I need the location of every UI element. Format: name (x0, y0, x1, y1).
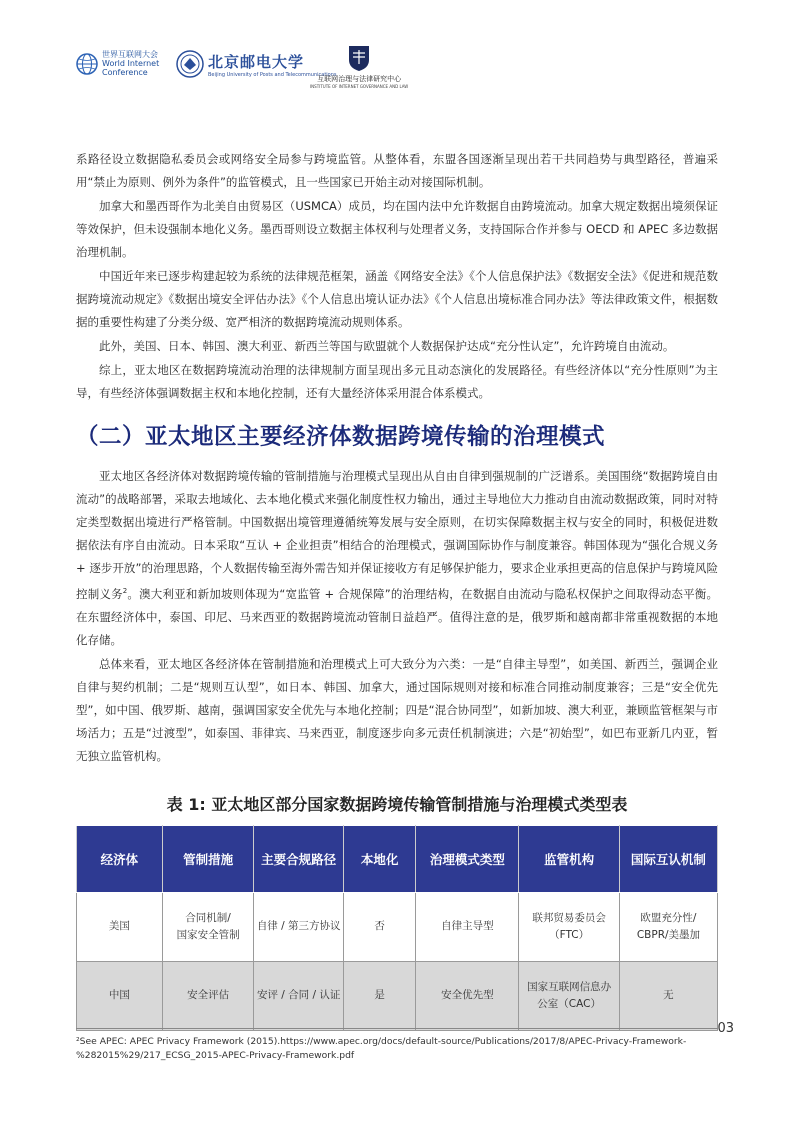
paragraph (76, 465, 718, 652)
institute-logo (310, 44, 408, 89)
wic-logo (76, 50, 159, 77)
paragraph-text: 。澳大利亚和新加坡则体现为“宽监管 + 合规保障”的治理结构，在数据自由流动与隐私权保护之间取得动态平衡。在东盟经济体中，泰国、印尼、马来西亚的数据跨境流动管制日益趋严。值得注意的是，俄罗斯和越南都非常重视数据的本地化存储。 (76, 586, 719, 647)
col-header: 国际互认机制 (619, 825, 717, 892)
table-cell: 自律 / 第三方协议 (254, 892, 344, 961)
institute-name: 互联网治理与法律研究中心 (317, 75, 402, 83)
table-cell: 安全优先型 (416, 961, 519, 1030)
table-row (77, 961, 718, 1030)
table-cell: 中国 (77, 961, 163, 1030)
wic-name-en-2: Conference (102, 68, 148, 77)
footnote-divider (76, 1028, 718, 1029)
paragraph: 综上，亚太地区在数据跨境流动治理的法律规制方面呈现出多元且动态演化的发展路径。有些经济体以“充分性原则”为主导，有些经济体强调数据主权和本地化控制，还有大量经济体采用混合体系模式。 (76, 363, 718, 400)
table-header-row (77, 825, 718, 892)
table-cell: 欧盟充分性/ CBPR/美墨加 (619, 892, 717, 961)
table-cell: 美国 (77, 892, 163, 961)
table-cell: 安全评估 (162, 961, 254, 1030)
table-title: 表 1: 亚太地区部分国家数据跨境传输管制措施与治理模式类型表 (166, 794, 628, 814)
paragraph: 中国近年来已逐步构建起较为系统的法律规范框架，涵盖《网络安全法》《个人信息保护法》《数据安全法》《促进和规范数据跨境流动规定》《数据出境安全评估办法》《个人信息出境认证办法》《个人信息出境标准合同办法》等法律政策文件，根据数据的重要性构建了分类分级、宽严相济的数据跨境流动规则体系。 (76, 269, 718, 329)
col-header: 治理模式类型 (416, 825, 519, 892)
table-cell: 联邦贸易委员会 （FTC） (519, 892, 619, 961)
col-header: 本地化 (343, 825, 415, 892)
table-cell: 否 (343, 892, 415, 961)
table-row (77, 892, 718, 961)
institute-name-en: INSTITUTE OF INTERNET GOVERNANCE AND LAW (310, 84, 409, 89)
wic-name-cn: 世界互联网大会 (102, 50, 158, 59)
header (76, 44, 716, 100)
paragraph: 此外，美国、日本、韩国、澳大利亚、新西兰等国与欧盟就个人数据保护达成“充分性认定”，允许跨境自由流动。 (99, 339, 675, 353)
table-cell: 安评 / 合同 / 认证 (254, 961, 344, 1030)
paragraph: 加拿大和墨西哥作为北美自由贸易区（USMCA）成员，均在国内法中允许数据自由跨境流动。加拿大规定数据出境须保证等效保护，但未设强制本地化义务。墨西哥则设立数据主体权利与处理者义务，支持国际合作并参与 OECD 和 APEC 多边数据治理机制。 (76, 199, 718, 259)
data-table (76, 825, 718, 1031)
col-header: 经济体 (77, 825, 163, 892)
bupt-emblem-icon (176, 50, 204, 78)
footnote: ²See APEC: APEC Privacy Framework (2015).https://www.apec.org/docs/default-source/Publications/2017/8/APEC-Privacy-Framework-%282015%29/217_ECSG_2015-APEC-Privacy-Framework.pdf (76, 1036, 687, 1061)
col-header: 主要合规路径 (254, 825, 344, 892)
shield-icon (347, 44, 371, 72)
paragraph: 系路径设立数据隐私委员会或网络安全局参与跨境监管。从整体看，东盟各国逐渐呈现出若干共同趋势与典型路径，普遍采用“禁止为原则、例外为条件”的监管模式，且一些国家已开始主动对接国际机制。 (76, 152, 718, 189)
bupt-name: 北京邮电大学 (208, 52, 305, 71)
col-header: 管制措施 (162, 825, 254, 892)
bupt-name-en: Beijing University of Posts and Telecommunications (208, 71, 337, 78)
paragraph: 总体来看，亚太地区各经济体在管制措施和治理模式上可大致分为六类：一是“自律主导型”，如美国、新西兰，强调企业自律与契约机制；二是“规则互认型”，如日本、韩国、加拿大，通过国际规则对接和标准合同推动制度兼容；三是“安全优先型”，如中国、俄罗斯、越南，强调国家安全优先与本地化控制；四是“混合协同型”，如新加坡、澳大利亚，兼顾监管框架与市场活力；五是“过渡型”，如泰国、菲律宾、马来西亚，制度逐步向多元责任机制演进；六是“初始型”，如巴布亚新几内亚，暂无独立监管机构。 (76, 656, 718, 763)
table-cell: 无 (619, 961, 717, 1030)
paragraph-text: 亚太地区各经济体对数据跨境传输的管制措施与治理模式呈现出从自由自律到强规制的广泛谱系。美国围绕“数据跨境自由流动”的战略部署，采取去地域化、去本地化模式来强化制度性权力输出，通过主导地位大力推动自由流动数据政策，同时对特定类型数据出境进行严格管制。中国数据出境管理遵循统筹发展与安全原则，在切实保障数据主权与安全的同时，积极促进数据依法有序自由流动。日本采取“互认 + 企业担责”相结合的治理模式，强调国际协作与制度兼容。韩国体现为“强化合规义务 + 逐步开放”的治理思路，个人数据传输至海外需告知并保证接收方有足够保护能力，要求企业承担更高的信息保护与跨境风险控制义务 (76, 469, 718, 601)
section-heading: （二）亚太地区主要经济体数据跨境传输的治理模式 (76, 424, 606, 450)
col-header: 监管机构 (519, 825, 619, 892)
table-cell: 合同机制/ 国家安全管制 (162, 892, 254, 961)
wic-globe-icon (76, 53, 98, 75)
table-cell: 国家互联网信息办 公室（CAC） (519, 961, 619, 1030)
wic-name-en-1: World Internet (102, 59, 160, 68)
table-cell: 自律主导型 (416, 892, 519, 961)
main-content (76, 148, 718, 1031)
footnote-ref[interactable]: 2 (122, 587, 128, 595)
page-number: 03 (717, 1021, 734, 1036)
table-cell: 是 (343, 961, 415, 1030)
